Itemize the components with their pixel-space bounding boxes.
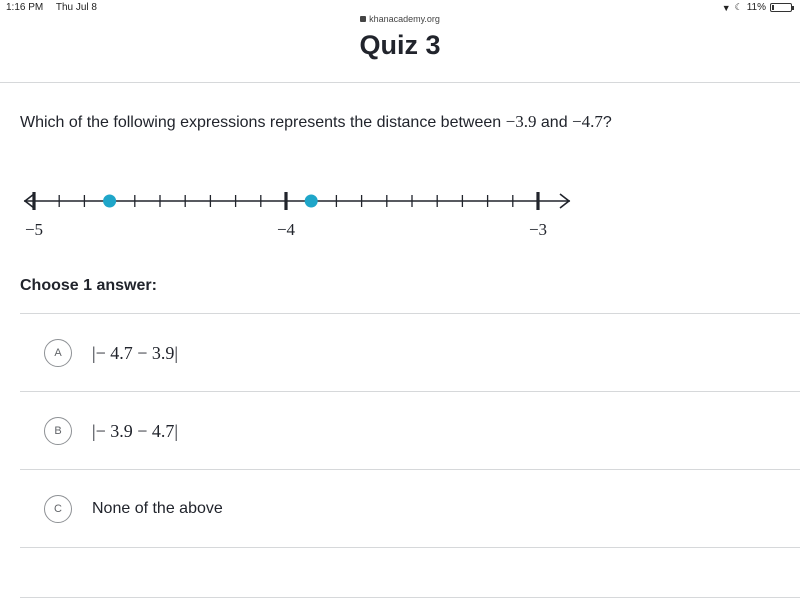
question-value-a: −3.9 xyxy=(505,112,537,131)
option-text-a: |− 4.7 − 3.9| xyxy=(92,342,179,363)
battery-fill xyxy=(772,5,774,10)
url-bar[interactable] xyxy=(0,14,800,24)
divider xyxy=(20,547,800,548)
status-right xyxy=(722,2,792,13)
divider xyxy=(20,313,800,314)
option-b[interactable] xyxy=(20,393,800,469)
option-text-c: None of the above xyxy=(92,500,223,517)
tick-label: −4 xyxy=(276,220,296,239)
battery-icon xyxy=(770,3,792,12)
wifi-icon: ▼ xyxy=(721,2,731,13)
option-text-b: |− 3.9 − 4.7| xyxy=(92,420,179,441)
question-text xyxy=(20,112,612,132)
divider xyxy=(20,469,800,470)
divider xyxy=(20,597,800,598)
option-letter-a: A xyxy=(44,339,72,367)
tick-label: −5 xyxy=(24,220,44,239)
question-value-b: −4.7 xyxy=(572,112,603,131)
option-c[interactable] xyxy=(20,471,800,547)
lock-icon xyxy=(360,16,366,22)
status-time: 1:16 PM xyxy=(6,2,44,13)
tick-label: −3 xyxy=(528,220,548,239)
status-left xyxy=(6,2,107,13)
status-date: Thu Jul 8 xyxy=(55,2,97,13)
option-a[interactable] xyxy=(20,315,800,391)
divider xyxy=(20,391,800,392)
number-line-point xyxy=(305,195,318,208)
question-prefix: Which of the following expressions represents the distance between xyxy=(20,114,506,131)
moon-icon: ☾ xyxy=(734,2,743,12)
page-title: Quiz 3 xyxy=(359,30,441,60)
battery-percent: 11% xyxy=(746,2,766,13)
number-line-point xyxy=(103,195,116,208)
option-letter-c: C xyxy=(44,495,72,523)
question-suffix: ? xyxy=(602,114,612,131)
question-middle: and xyxy=(536,114,573,131)
option-letter-b: B xyxy=(44,417,72,445)
url-text: khanacademy.org xyxy=(369,14,440,24)
header-divider xyxy=(0,82,800,83)
choose-answer-label: Choose 1 answer: xyxy=(20,277,157,294)
number-line xyxy=(16,180,586,250)
